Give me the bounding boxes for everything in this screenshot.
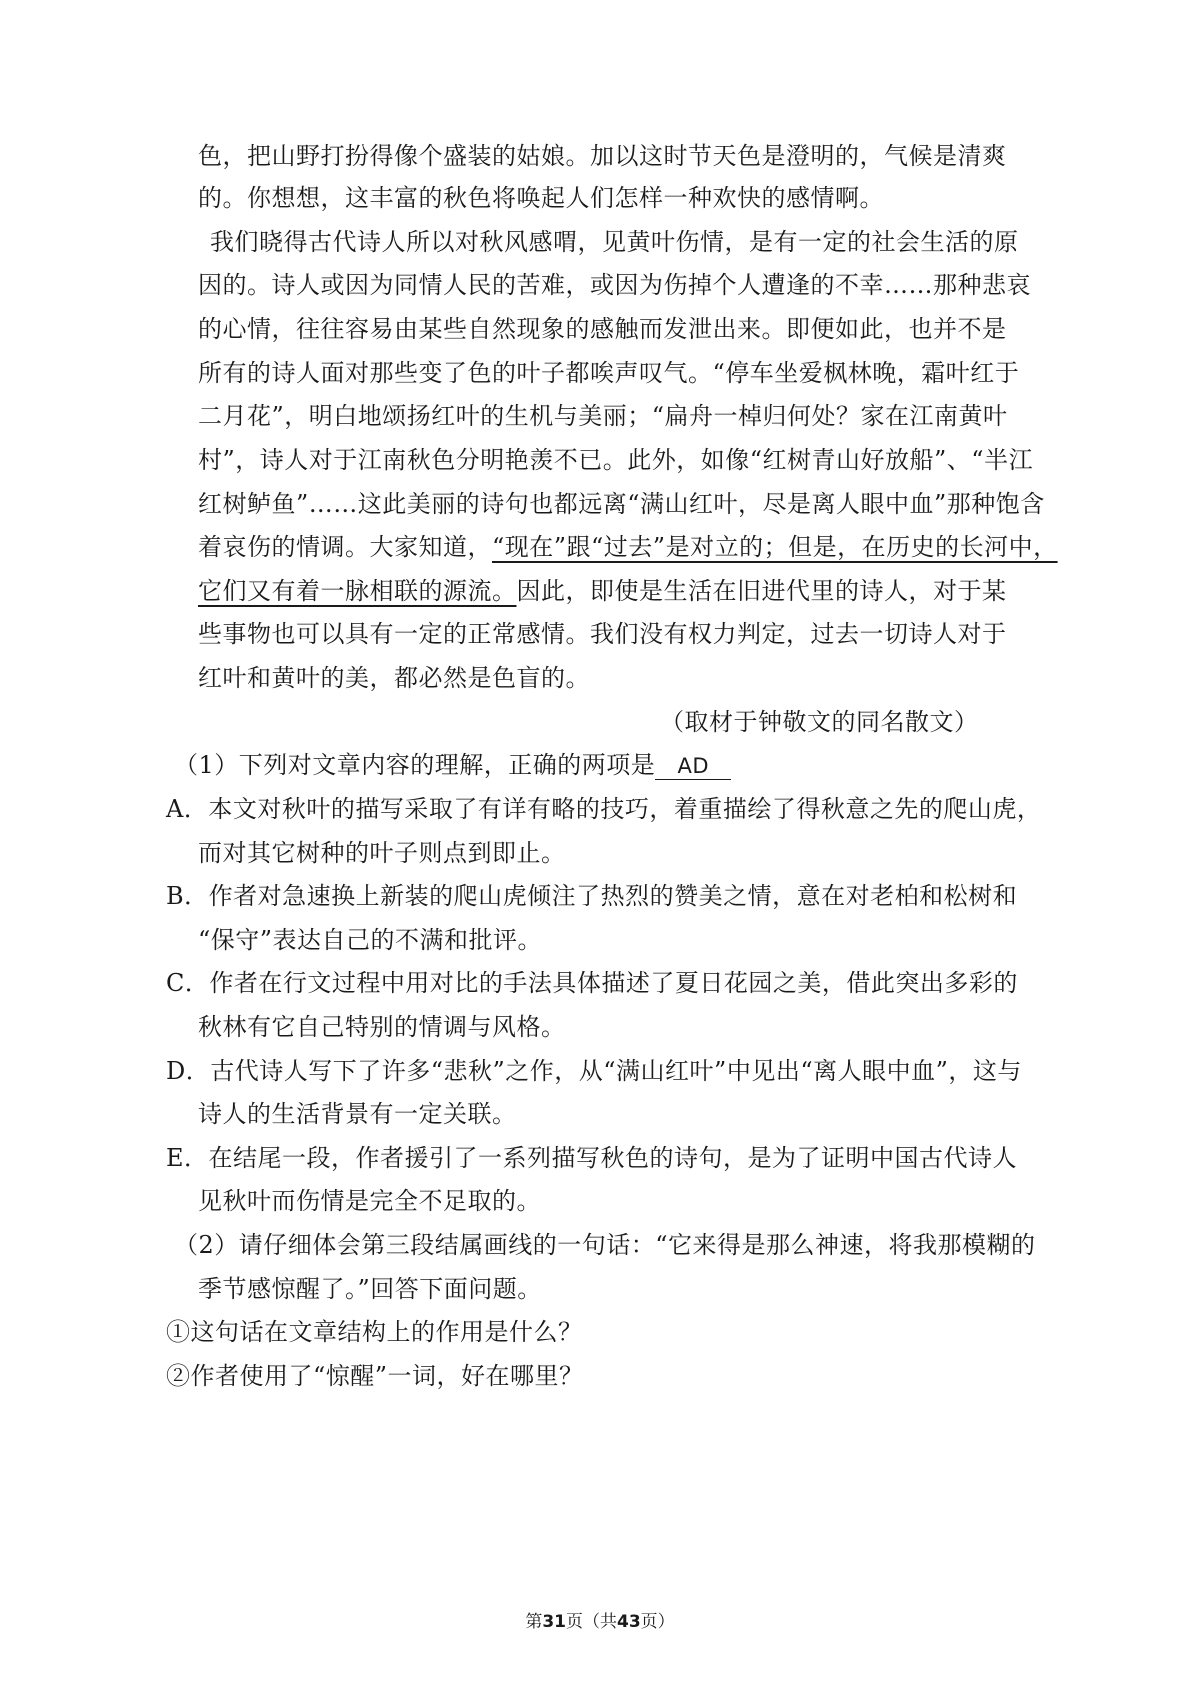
option-d-continued: 诗人的生活背景有一定关联。 bbox=[198, 1100, 517, 1128]
option-e bbox=[166, 1141, 1017, 1175]
passage-text: 因此，即使是生活在旧进代里的诗人，对于某 bbox=[516, 577, 1007, 605]
option-text: 古代诗人写下了许多“悲秋”之作，从“满山红叶”中见出“离人眼中血”，这与 bbox=[210, 1057, 1022, 1085]
underlined-sentence: 它们又有着一脉相联的源流。 bbox=[198, 577, 517, 605]
question-1 bbox=[174, 748, 731, 782]
option-a bbox=[166, 792, 1041, 826]
passage-line: 所有的诗人面对那些变了色的叶子都唉声叹气。“停车坐爱枫林晚，霜叶红于 bbox=[198, 359, 1020, 387]
option-text: 在结尾一段，作者援引了一系列描写秋色的诗句，是为了证明中国古代诗人 bbox=[208, 1144, 1018, 1172]
passage-line: 些事物也可以具有一定的正常感情。我们没有权力判定，过去一切诗人对于 bbox=[198, 620, 1007, 648]
passage-line: 色，把山野打扮得像个盛装的姑娘。加以这时节天色是澄明的，气候是清爽 bbox=[198, 142, 1007, 170]
page-number: 31 bbox=[542, 1612, 566, 1632]
option-label: C． bbox=[166, 969, 210, 997]
passage-line: 村”，诗人对于江南秋色分明艳羡不已。此外，如像“红树青山好放船”、“半江 bbox=[198, 446, 1034, 474]
option-b-continued: “保守”表达自己的不满和批评。 bbox=[198, 926, 543, 954]
passage-line: 红叶和黄叶的美，都必然是色盲的。 bbox=[198, 664, 590, 692]
option-e-continued: 见秋叶而伤情是完全不足取的。 bbox=[198, 1187, 541, 1215]
question-1-prompt: （1）下列对文章内容的理解，正确的两项是 bbox=[174, 751, 656, 779]
option-label: E． bbox=[166, 1144, 209, 1172]
option-label: B． bbox=[166, 882, 209, 910]
option-text: 作者对急速换上新装的爬山虎倾注了热烈的赞美之情，意在对老柏和松树和 bbox=[208, 882, 1018, 910]
passage-line: 红树鲈鱼”……这此美丽的诗句也都远离“满山红叶，尽是离人眼中血”那种饱含 bbox=[198, 490, 1045, 518]
option-label: A． bbox=[166, 795, 209, 823]
answer-blank: AD bbox=[655, 753, 731, 780]
footer-text: 页） bbox=[640, 1612, 675, 1632]
passage-text: 着哀伤的情调。大家知道， bbox=[198, 533, 492, 561]
footer-text: 第 bbox=[525, 1612, 543, 1632]
underlined-sentence: “现在”跟“过去”是对立的；但是，在历史的长河中， bbox=[492, 533, 1058, 561]
option-text: 本文对秋叶的描写采取了有详有略的技巧，着重描绘了得秋意之先的爬山虎， bbox=[208, 795, 1042, 823]
sub-question-1: ①这句话在文章结构上的作用是什么？ bbox=[166, 1318, 583, 1346]
passage-line: 的。你想想，这丰富的秋色将唤起人们怎样一种欢快的感情啊。 bbox=[198, 184, 884, 212]
page-footer bbox=[0, 1610, 1200, 1634]
sub-question-2: ②作者使用了“惊醒”一词，好在哪里？ bbox=[166, 1362, 584, 1390]
passage-line: 二月花”，明白地颂扬红叶的生机与美丽；“扁舟一棹归何处？家在江南黄叶 bbox=[198, 402, 1008, 430]
question-2-continued: 季节感惊醒了。”回答下面问题。 bbox=[198, 1275, 542, 1303]
option-c-continued: 秋林有它自己特别的情调与风格。 bbox=[198, 1013, 566, 1041]
passage-line: 因的。诗人或因为同情人民的苦难，或因为伤掉个人遭逢的不幸……那种悲哀 bbox=[198, 271, 1031, 299]
footer-text: 页（共 bbox=[566, 1612, 617, 1632]
passage-line: 的心情，往往容易由某些自然现象的感触而发泄出来。即便如此，也并不是 bbox=[198, 315, 1007, 343]
question-2: （2）请仔细体会第三段结属画线的一句话：“它来得是那么神速，将我那模糊的 bbox=[174, 1231, 1036, 1259]
page-total: 43 bbox=[617, 1612, 641, 1632]
passage-line: 我们晓得古代诗人所以对秋风感喟，见黄叶伤情，是有一定的社会生活的原 bbox=[210, 228, 1019, 256]
option-d bbox=[166, 1054, 1022, 1088]
passage-line bbox=[198, 530, 1058, 564]
option-text: 作者在行文过程中用对比的手法具体描述了夏日花园之美，借此突出多彩的 bbox=[209, 969, 1018, 997]
source-attribution: （取材于钟敬文的同名散文） bbox=[660, 708, 979, 736]
passage-line bbox=[198, 574, 1007, 608]
option-c bbox=[166, 966, 1018, 1000]
option-b bbox=[166, 879, 1017, 913]
option-label: D． bbox=[166, 1057, 211, 1085]
option-a-continued: 而对其它树种的叶子则点到即止。 bbox=[198, 839, 566, 867]
